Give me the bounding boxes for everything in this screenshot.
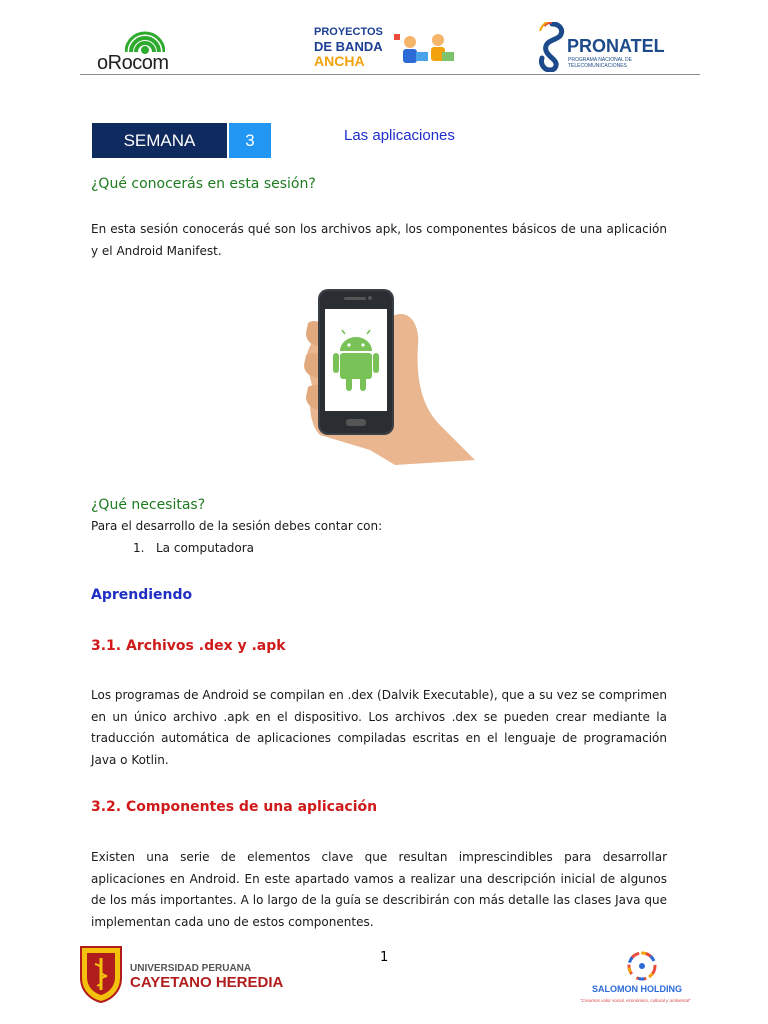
upch-shield-icon bbox=[78, 944, 124, 1004]
needs-heading: ¿Qué necesitas? bbox=[91, 497, 206, 513]
banda-ancha-line3: ANCHA bbox=[314, 53, 365, 69]
section-3-2-text: Existen una serie de elementos clave que resultan imprescindibles para desarrollar aplicaciones en Android. En este apartado vamos a realizar una descripción inicial de algunos de los más importantes. A lo largo de la guía se describirán con más detalle las clases Java que implementan cada uno de estos componentes. bbox=[91, 850, 667, 929]
banda-ancha-line2: DE BANDA bbox=[314, 39, 383, 54]
page-number: 1 bbox=[380, 950, 389, 965]
banda-ancha-line1: PROYECTOS bbox=[314, 26, 383, 38]
section-3-2-heading: 3.2. Componentes de una aplicación bbox=[91, 799, 378, 815]
orocom-logo-text: oRocom bbox=[97, 52, 169, 74]
intro-text: En esta sesión conocerás qué son los archivos apk, los componentes básicos de una aplicación y el Android Manifest. bbox=[91, 222, 667, 258]
people-devices-icon bbox=[394, 30, 456, 70]
salomon-holding-text: SALOMON HOLDING bbox=[592, 984, 682, 994]
android-phone-image bbox=[300, 285, 480, 470]
pronatel-text: PRONATEL bbox=[567, 36, 665, 56]
orocom-logo bbox=[95, 22, 215, 74]
needs-text: Para el desarrollo de la sesión debes contar con: bbox=[91, 519, 383, 533]
needs-item: La computadora bbox=[156, 541, 255, 555]
needs-item-number: 1. bbox=[133, 541, 145, 555]
upch-logo bbox=[78, 944, 288, 1008]
pronatel-sub-2: TELECOMUNICACIONES bbox=[568, 63, 627, 69]
session-topic: Las aplicaciones bbox=[344, 127, 455, 144]
wifi-signal-icon bbox=[125, 22, 165, 56]
intro-heading: ¿Qué conocerás en esta sesión? bbox=[91, 176, 316, 192]
pronatel-sub-1: PROGRAMA NACIONAL DE bbox=[568, 57, 632, 63]
semana-label: SEMANA bbox=[92, 123, 227, 158]
upch-line1: UNIVERSIDAD PERUANA bbox=[130, 963, 252, 974]
banda-ancha-logo bbox=[314, 24, 459, 72]
semana-number: 3 bbox=[229, 123, 271, 158]
section-3-1-text: Los programas de Android se compilan en .dex (Dalvik Executable), que a su vez se comprimen en un único archivo .apk en el dispositivo. Los archivos .dex se pueden crear mediante la traducción automática de aplicaciones compiladas escritas en el lenguaje de programación Java o Kotlin. bbox=[91, 688, 667, 767]
salomon-emblem-icon bbox=[626, 950, 658, 982]
header-divider bbox=[80, 74, 700, 75]
learning-heading: Aprendiendo bbox=[91, 587, 193, 603]
salomon-tagline: "Creamos valor social, económico, cultural y ambiental" bbox=[580, 998, 691, 1003]
upch-line2: CAYETANO HEREDIA bbox=[130, 974, 284, 991]
pronatel-emblem-icon bbox=[538, 22, 566, 72]
pronatel-logo bbox=[538, 22, 668, 74]
salomon-holding-logo bbox=[580, 950, 706, 1010]
section-3-1-heading: 3.1. Archivos .dex y .apk bbox=[91, 638, 286, 654]
